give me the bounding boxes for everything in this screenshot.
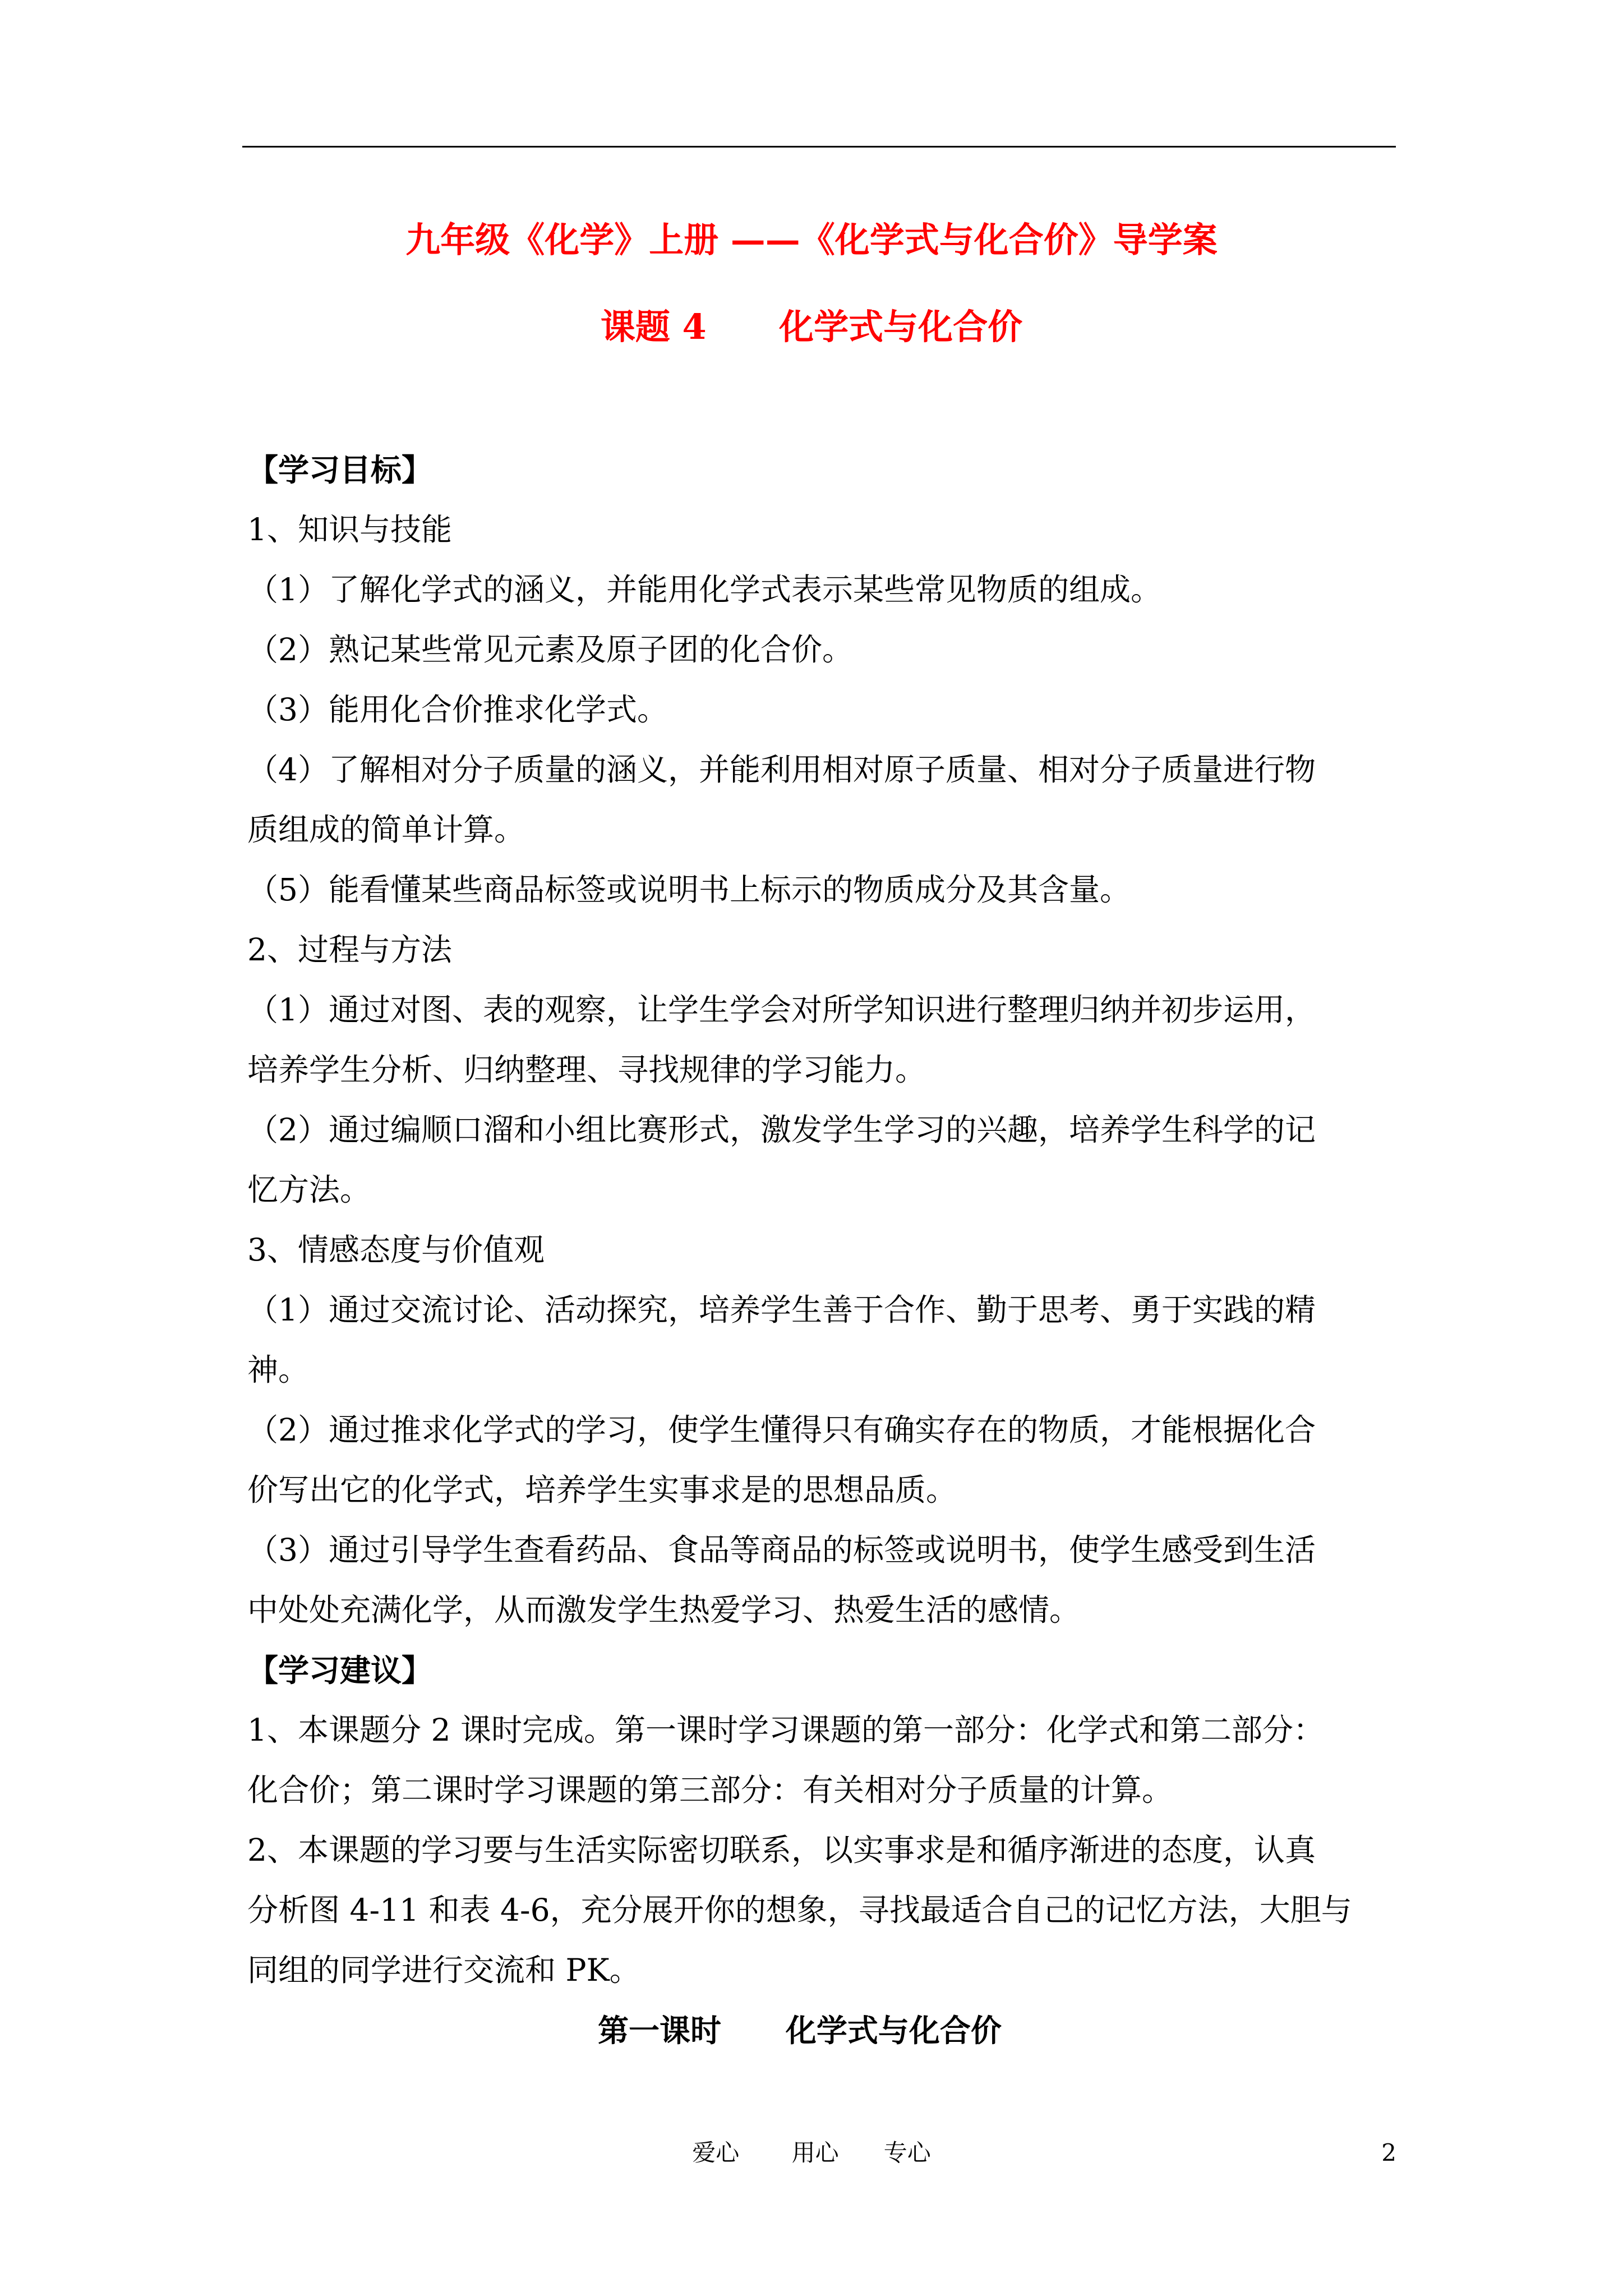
text-line: 1、本课题分 2 课时完成。第一课时学习课题的第一部分：化学式和第二部分： bbox=[247, 1712, 1324, 1748]
text-line: 神。 bbox=[247, 1352, 310, 1388]
page-number: 2 bbox=[1381, 2139, 1396, 2166]
section-heading-suggestions: 【学习建议】 bbox=[247, 1652, 433, 1688]
text-line: 质组成的简单计算。 bbox=[247, 812, 525, 848]
text-line: （3）通过引导学生查看药品、食品等商品的标签或说明书，使学生感受到生活 bbox=[247, 1532, 1316, 1568]
document-body bbox=[247, 440, 1386, 2060]
text-line: 3、情感态度与价值观 bbox=[247, 1232, 545, 1268]
text-line: （5）能看懂某些商品标签或说明书上标示的物质成分及其含量。 bbox=[247, 872, 1131, 908]
text-line: （1）通过交流讨论、活动探究，培养学生善于合作、勤于思考、勇于实践的精 bbox=[247, 1292, 1316, 1328]
subsection-heading-lesson1: 第一课时 化学式与化合价 bbox=[598, 2012, 1002, 2049]
text-line: 价写出它的化学式，培养学生实事求是的思想品质。 bbox=[247, 1472, 957, 1508]
text-line: 2、本课题的学习要与生活实际密切联系，以实事求是和循序渐进的态度，认真 bbox=[247, 1832, 1316, 1868]
text-line: 2、过程与方法 bbox=[247, 932, 452, 968]
text-line: 分析图 4-11 和表 4-6，充分展开你的想象，寻找最适合自己的记忆方法，大胆与 bbox=[247, 1892, 1352, 1928]
text-line: （1）通过对图、表的观察，让学生学会对所学知识进行整理归纳并初步运用， bbox=[247, 992, 1316, 1028]
text-line: 同组的同学进行交流和 PK。 bbox=[247, 1952, 640, 1988]
text-line: （2）熟记某些常见元素及原子团的化合价。 bbox=[247, 632, 853, 668]
text-line: （2）通过编顺口溜和小组比赛形式，激发学生学习的兴趣，培养学生科学的记 bbox=[247, 1112, 1316, 1148]
text-line: 培养学生分析、归纳整理、寻找规律的学习能力。 bbox=[247, 1052, 926, 1088]
footer-motto: 爱心 用心 专心 bbox=[692, 2139, 931, 2166]
header-rule bbox=[242, 146, 1396, 148]
text-line: 化合价；第二课时学习课题的第三部分：有关相对分子质量的计算。 bbox=[247, 1772, 1173, 1808]
lesson-title: 课题 4 化学式与化合价 bbox=[600, 306, 1023, 347]
text-line: （3）能用化合价推求化学式。 bbox=[247, 692, 668, 728]
text-line: 忆方法。 bbox=[247, 1172, 371, 1208]
text-line: （1）了解化学式的涵义，并能用化学式表示某些常见物质的组成。 bbox=[247, 572, 1161, 608]
text-line: （4）了解相对分子质量的涵义，并能利用相对原子质量、相对分子质量进行物 bbox=[247, 752, 1316, 788]
text-line: （2）通过推求化学式的学习，使学生懂得只有确实存在的物质，才能根据化合 bbox=[247, 1412, 1316, 1448]
section-heading-objectives: 【学习目标】 bbox=[247, 452, 433, 488]
text-line: 1、知识与技能 bbox=[247, 512, 452, 547]
document-title: 九年级《化学》上册 ——《化学式与化合价》导学案 bbox=[405, 219, 1218, 260]
text-line: 中处处充满化学，从而激发学生热爱学习、热爱生活的感情。 bbox=[247, 1592, 1081, 1628]
